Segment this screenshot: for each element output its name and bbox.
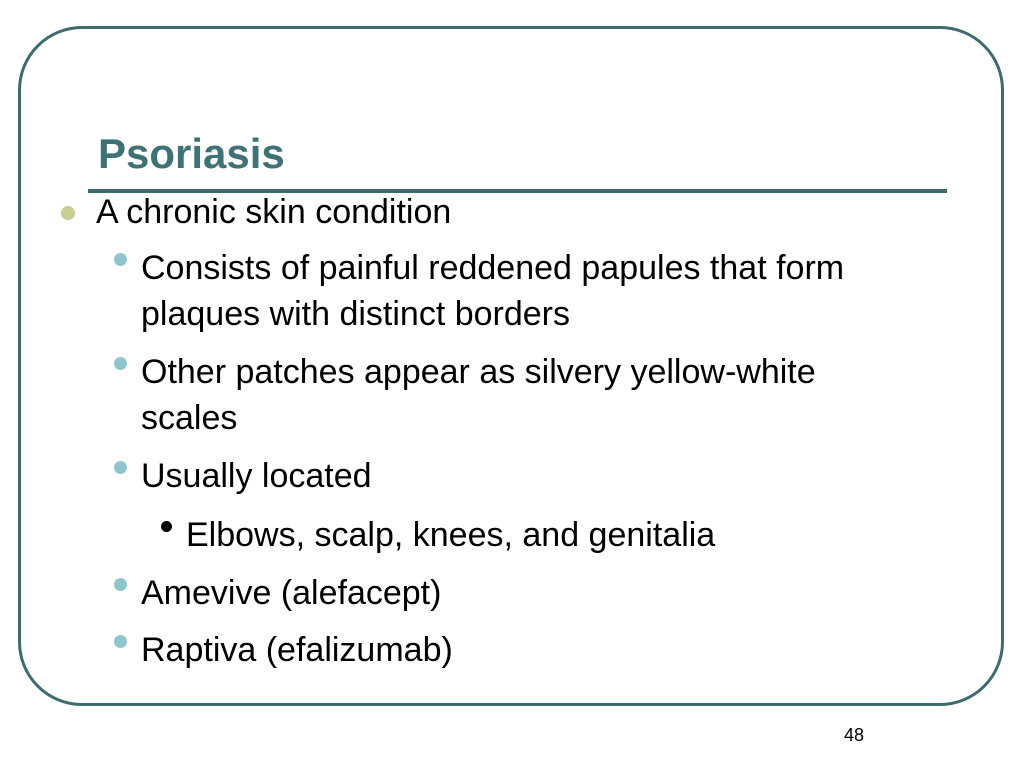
teal-dot-icon	[114, 578, 127, 591]
black-dot-icon	[161, 521, 172, 532]
bullet-line: scales	[141, 399, 238, 437]
bullet-raptiva: Raptiva (efalizumab)	[141, 631, 453, 669]
bullet-line: Consists of painful reddened papules that form	[141, 249, 845, 287]
teal-dot-icon	[114, 635, 127, 648]
bullet-line: Other patches appear as silvery yellow-white	[141, 353, 816, 391]
bullet-chronic-skin-condition: A chronic skin condition	[96, 193, 452, 231]
bullet-consists-of-papules	[141, 245, 844, 337]
bullet-amevive: Amevive (alefacept)	[141, 574, 442, 612]
slide-title: Psoriasis	[98, 130, 285, 177]
bullet-usually-located: Usually located	[141, 457, 372, 495]
olive-dot-icon	[61, 206, 75, 220]
bullet-line: plaques with distinct borders	[141, 295, 571, 333]
bullet-other-patches	[141, 349, 816, 441]
page-number: 48	[844, 725, 865, 745]
bullet-locations: Elbows, scalp, knees, and genitalia	[186, 516, 716, 554]
teal-dot-icon	[114, 461, 127, 474]
teal-dot-icon	[114, 357, 127, 370]
teal-dot-icon	[114, 253, 127, 266]
